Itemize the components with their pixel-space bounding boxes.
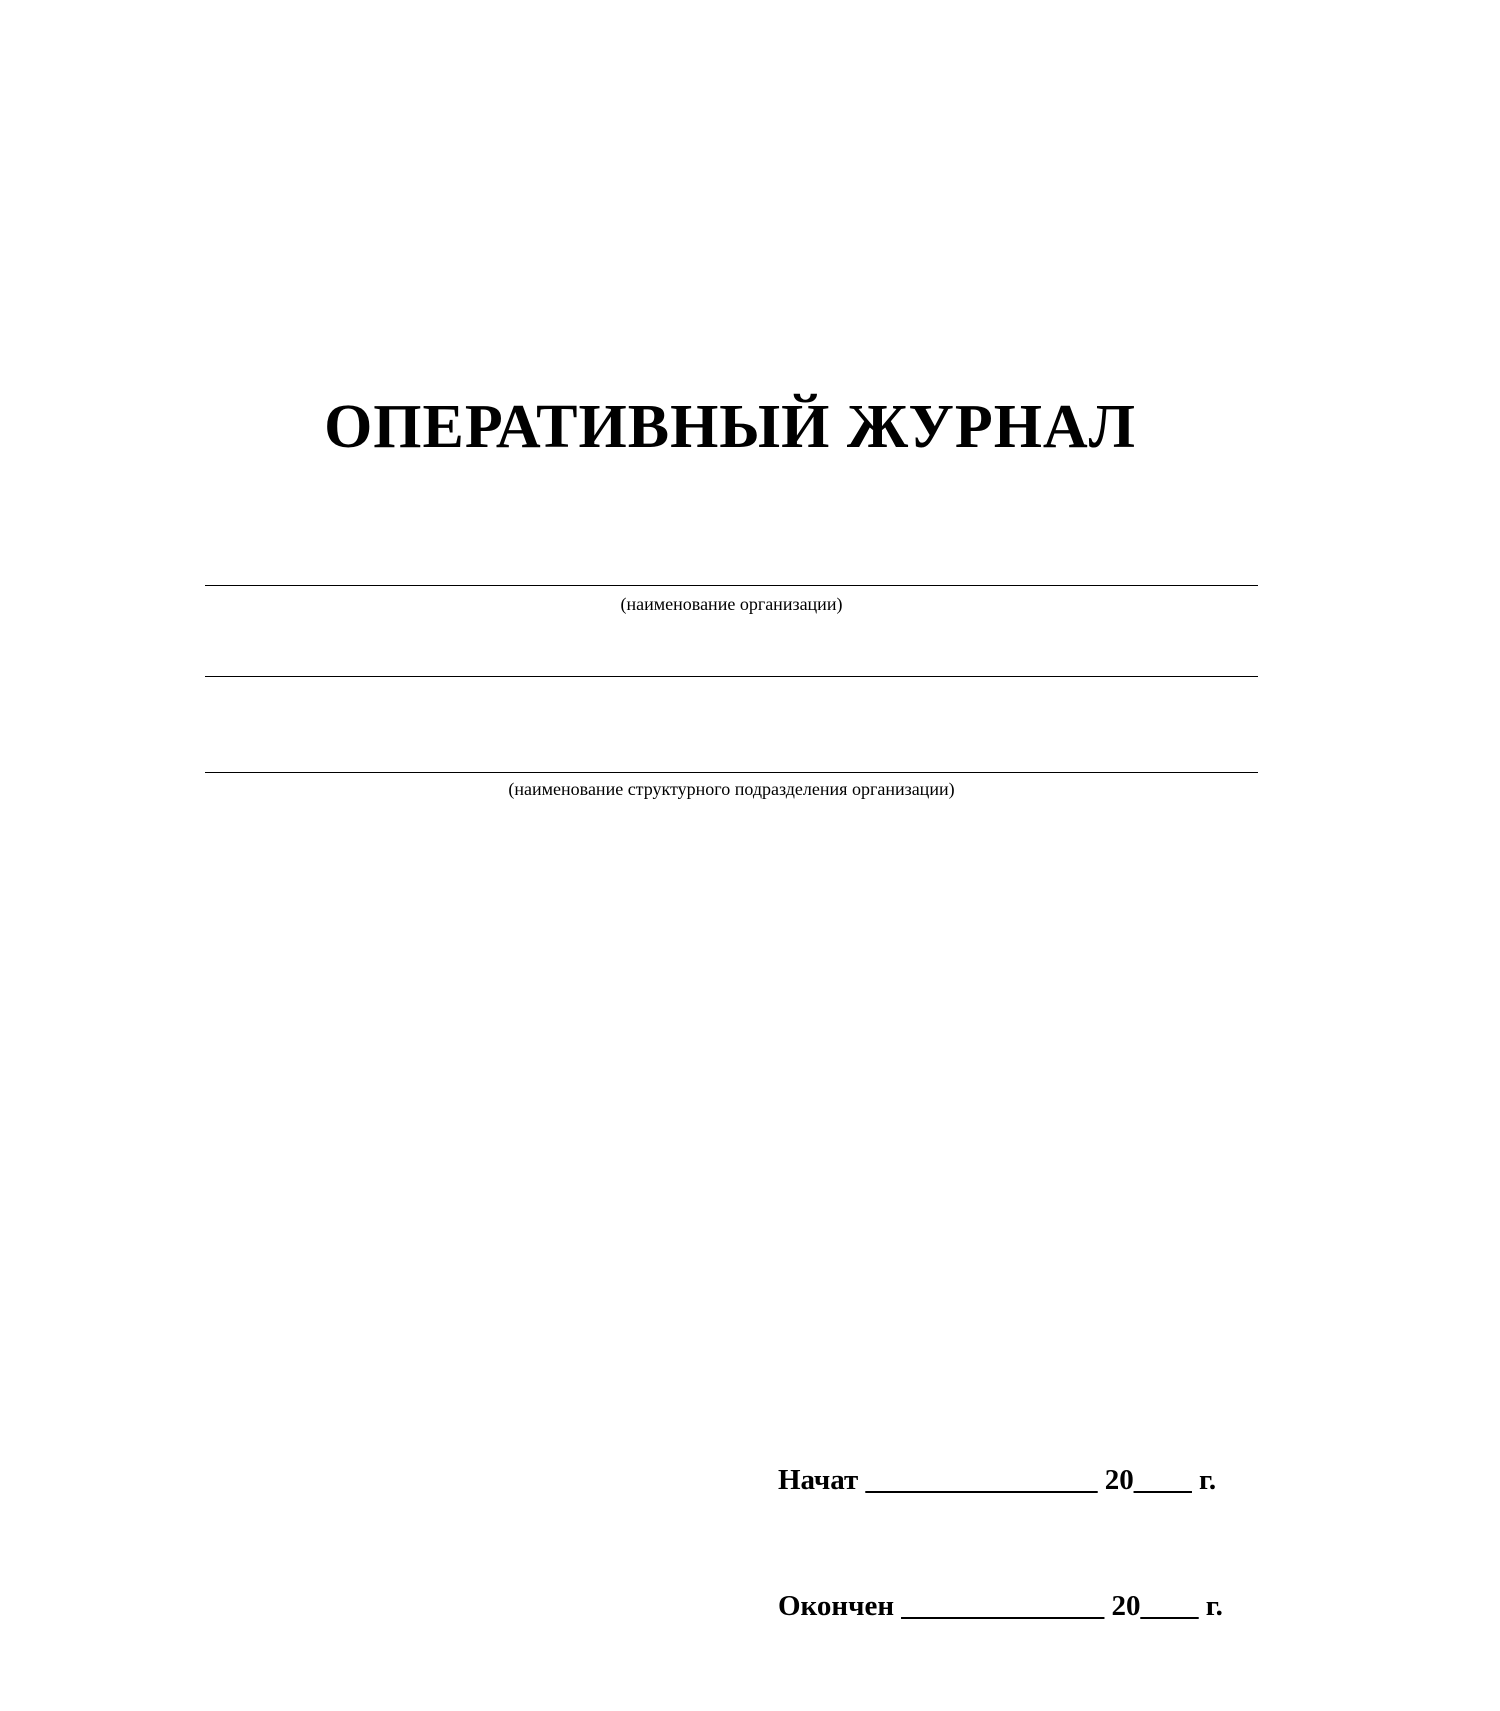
finished-label: Окончен: [778, 1590, 895, 1623]
finished-year-blank: ____: [1140, 1590, 1199, 1623]
subdivision-name-line: [205, 772, 1258, 773]
finished-date-line: [778, 1585, 1223, 1627]
started-year-blank: ____: [1133, 1464, 1192, 1497]
extra-name-line: [205, 676, 1258, 677]
started-label: Начат: [778, 1464, 859, 1497]
subdivision-name-caption: (наименование структурного подразделения организации): [508, 779, 955, 799]
started-date-blank: ________________: [865, 1464, 1098, 1497]
journal-dates-block: [778, 1375, 1223, 1711]
started-year-prefix: 20: [1104, 1464, 1134, 1497]
finished-year-prefix: 20: [1111, 1590, 1141, 1623]
started-year-suffix: г.: [1199, 1464, 1217, 1497]
document-title: ОПЕРАТИВНЫЙ ЖУРНАЛ: [324, 393, 1136, 461]
organization-name-line: [205, 585, 1258, 586]
organization-name-caption: (наименование организации): [620, 594, 843, 614]
finished-date-blank: ______________: [901, 1590, 1105, 1623]
finished-year-suffix: г.: [1205, 1590, 1223, 1623]
started-date-line: [778, 1459, 1223, 1501]
